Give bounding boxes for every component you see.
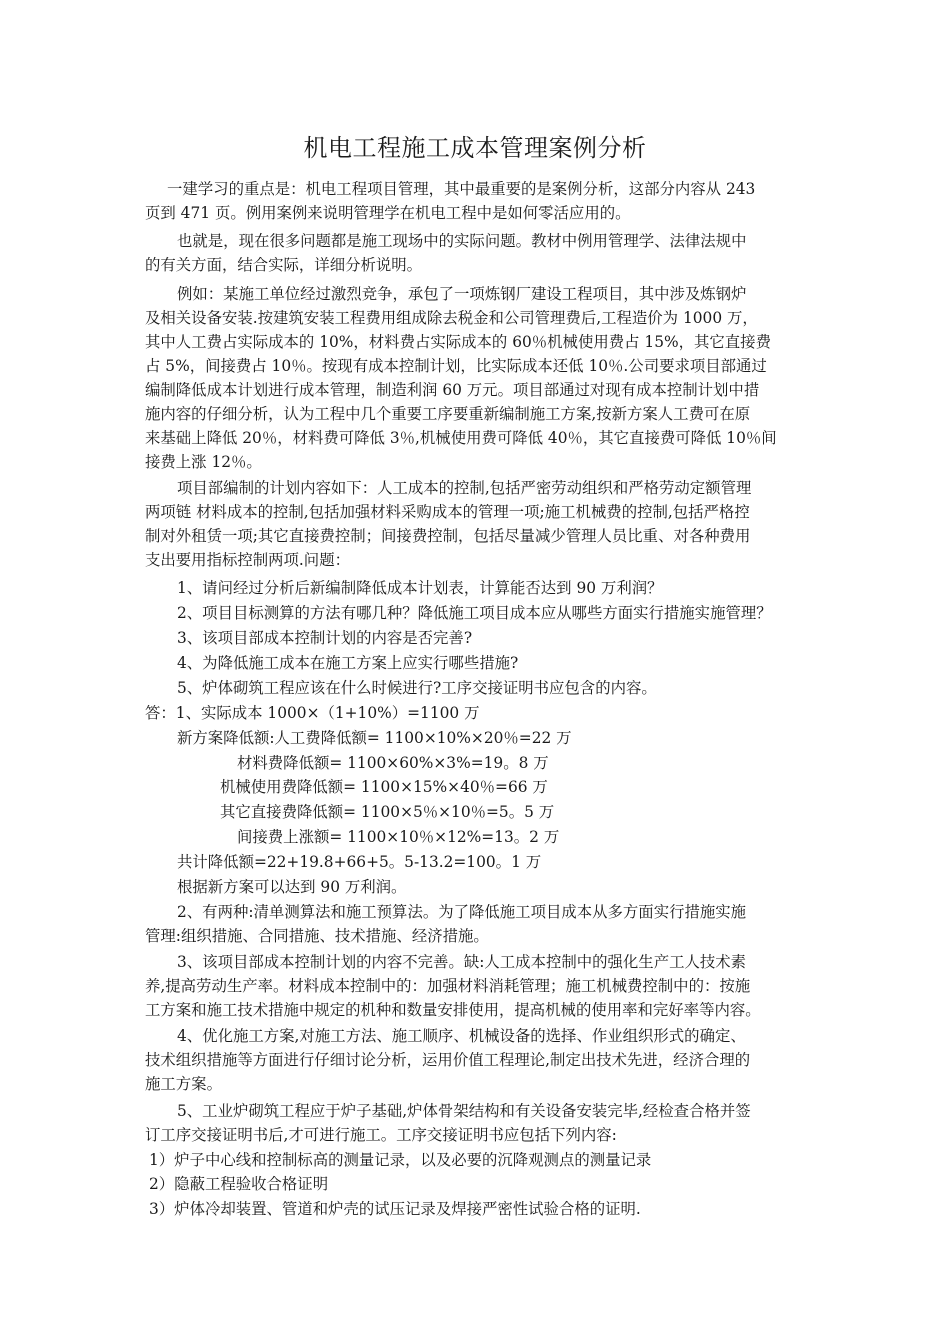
text-line: 其中人工费占实际成本的 10%，材料费占实际成本的 60％机械使用费占 15%，其它直接费 xyxy=(145,333,771,351)
answer-line: 施工方案。 xyxy=(145,1075,222,1093)
question-line: 4、为降低施工成本在施工方案上应实行哪些措施? xyxy=(177,654,519,672)
text-line: 一建学习的重点是：机电工程项目管理，其中最重要的是案例分析，这部分内容从 243 xyxy=(167,180,756,198)
answer-line: 工方案和施工技术措施中规定的机种和数量安排使用，提高机械的使用率和完好率等内容。 xyxy=(145,1001,761,1019)
answer-line: 4、优化施工方案,对施工方法、施工顺序、机械设备的选择、作业组织形式的确定、 xyxy=(177,1027,746,1045)
answer-line: 订工序交接证明书后,才可进行施工。工序交接证明书应包括下列内容: xyxy=(145,1126,617,1144)
question-line: 5、炉体砌筑工程应该在什么时候进行?工序交接证明书应包含的内容。 xyxy=(177,679,657,697)
text-line: 页到 471 页。例用案例来说明管理学在机电工程中是如何零活应用的。 xyxy=(145,204,631,222)
question-line: 1、请问经过分析后新编制降低成本计划表，计算能否达到 90 万利润？ xyxy=(177,579,663,597)
answer-line: 2、有两种:清单测算法和施工预算法。为了降低施工项目成本从多方面实行措施实施 xyxy=(177,903,747,921)
text-line: 及相关设备安装.按建筑安装工程费用组成除去税金和公司管理费后,工程造价为 1000 万， xyxy=(145,309,758,327)
text-line: 编制降低成本计划进行成本管理，制造利润 60 万元。项目部通过对现有成本控制计划中措 xyxy=(145,381,760,399)
list-item: 3）炉体冷却装置、管道和炉壳的试压记录及焊接严密性试验合格的证明. xyxy=(149,1200,641,1218)
answer-line: 养,提高劳动生产率。材料成本控制中的：加强材料消耗管理；施工机械费控制中的：按施 xyxy=(145,977,751,995)
document-title: 机电工程施工成本管理案例分析 xyxy=(303,134,647,162)
text-line: 例如：某施工单位经过激烈竞争，承包了一项炼钢厂建设工程项目，其中涉及炼钢炉 xyxy=(177,285,747,303)
text-line: 施内容的仔细分析，认为工程中几个重要工序要重新编制施工方案,按新方案人工费可在原 xyxy=(145,405,751,423)
question-line: 3、该项目部成本控制计划的内容是否完善? xyxy=(177,629,473,647)
answer-line: 答：1、实际成本 1000×（1+10%）=1100 万 xyxy=(145,704,480,722)
answer-line: 技术组织措施等方面进行仔细讨论分析，运用价值工程理论,制定出技术先进，经济合理的 xyxy=(145,1051,751,1069)
calc-line: 新方案降低额:人工费降低额= 1100×10%×20％=22 万 xyxy=(177,729,572,747)
list-item: 1）炉子中心线和控制标高的测量记录，以及必要的沉降观测点的测量记录 xyxy=(149,1151,652,1169)
answer-line: 5、工业炉砌筑工程应于炉子基础,炉体骨架结构和有关设备安装完毕,经检查合格并签 xyxy=(177,1102,751,1120)
list-item: 2）隐蔽工程验收合格证明 xyxy=(149,1175,329,1193)
text-line: 的有关方面，结合实际，详细分析说明。 xyxy=(145,256,423,274)
answer-line: 3、该项目部成本控制计划的内容不完善。缺:人工成本控制中的强化生产工人技术素 xyxy=(177,953,747,971)
calc-line: 材料费降低额= 1100×60%×3%=19。8 万 xyxy=(237,754,549,772)
question-line: 2、项目目标测算的方法有哪几种？降低施工项目成本应从哪些方面实行措施实施管理？ xyxy=(177,604,772,622)
text-line: 两项链 材料成本的控制,包括加强材料采购成本的管理一项;施工机械费的控制,包括严格控 xyxy=(145,503,750,521)
text-line: 占 5%，间接费占 10％。按现有成本控制计划，比实际成本还低 10％.公司要求项目部通过 xyxy=(145,357,767,375)
answer-line: 管理:组织措施、合同措施、技术措施、经济措施。 xyxy=(145,927,489,945)
answer-line: 根据新方案可以达到 90 万利润。 xyxy=(177,878,407,896)
text-line: 也就是，现在很多问题都是施工现场中的实际问题。教材中例用管理学、法律法规中 xyxy=(177,232,747,250)
text-line: 接费上涨 12％。 xyxy=(145,453,262,471)
text-line: 来基础上降低 20％，材料费可降低 3％,机械使用费可降低 40％，其它直接费可降低 10％间 xyxy=(145,429,777,447)
calc-line: 其它直接费降低额= 1100×5％×10％=5。5 万 xyxy=(220,803,555,821)
text-line: 项目部编制的计划内容如下：人工成本的控制,包括严密劳动组织和严格劳动定额管理 xyxy=(177,479,752,497)
text-line: 支出要用指标控制两项.问题： xyxy=(145,551,350,569)
calc-line: 间接费上涨额= 1100×10％×12%=13。2 万 xyxy=(237,828,560,846)
calc-line: 机械使用费降低额= 1100×15%×40％=66 万 xyxy=(220,778,548,796)
calc-line: 共计降低额=22+19.8+66+5。5-13.2=100。1 万 xyxy=(177,853,542,871)
text-line: 制对外租赁一项;其它直接费控制；间接费控制，包括尽量减少管理人员比重、对各种费用 xyxy=(145,527,751,545)
